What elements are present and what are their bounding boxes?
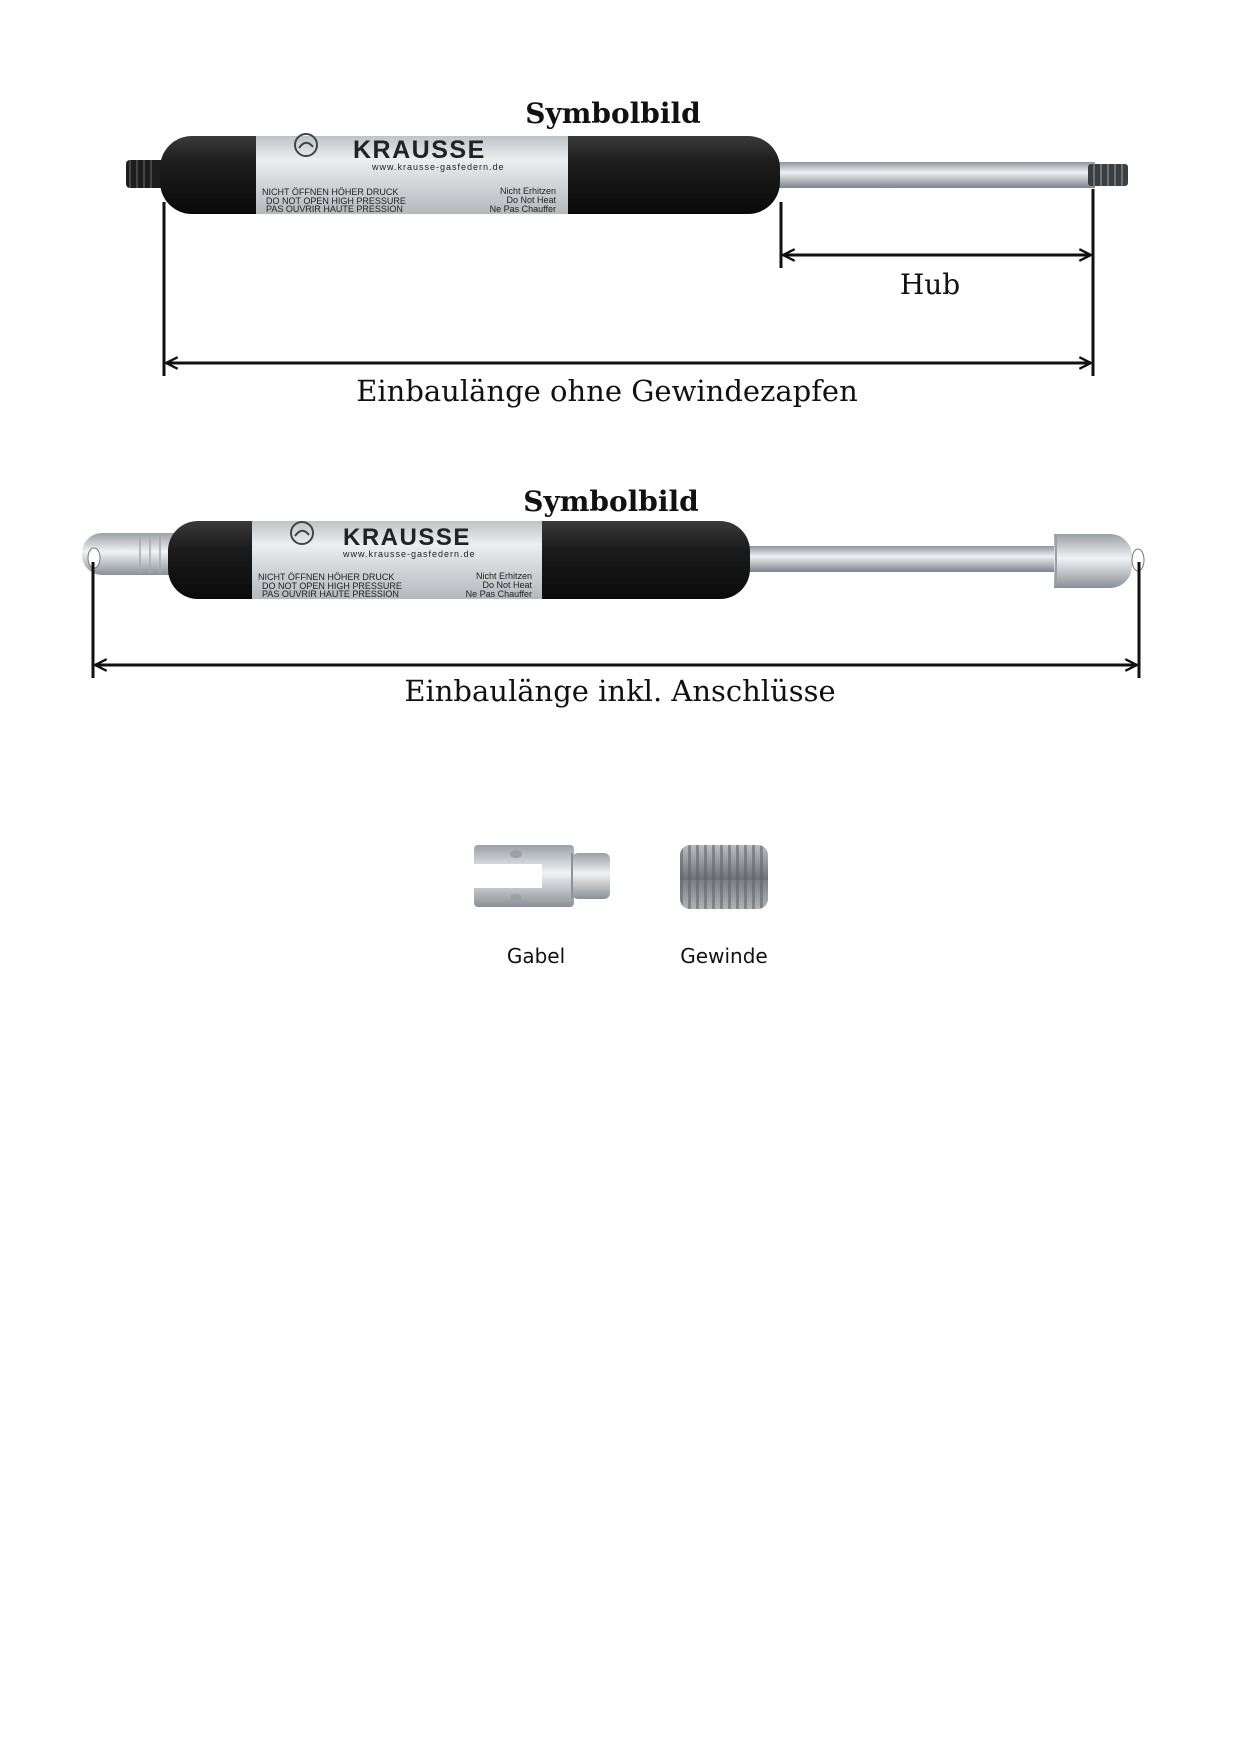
warning-right-3b: Ne Pas Chauffer bbox=[465, 589, 532, 599]
warning-right-1: Nicht Erhitzen bbox=[499, 186, 556, 196]
warning-left-1: NICHT ÖFFNEN HÖHER DRUCK bbox=[262, 187, 399, 197]
fork-label: Gabel bbox=[506, 944, 566, 968]
warning-right-2: Do Not Heat bbox=[506, 195, 556, 205]
warning-left-3: PAS OUVRIR HAUTE PRESSION bbox=[266, 204, 403, 214]
thread-icon bbox=[680, 845, 768, 909]
figure-gas-spring-forks bbox=[82, 485, 1144, 708]
right-fork-end bbox=[1054, 534, 1144, 588]
left-fork-end bbox=[82, 533, 175, 575]
connector-fork bbox=[474, 845, 610, 968]
product-label bbox=[256, 134, 568, 214]
figure-gas-spring-threaded bbox=[126, 97, 1128, 408]
warning-left-2: DO NOT OPEN HIGH PRESSURE bbox=[266, 196, 406, 206]
piston-rod bbox=[775, 162, 1095, 188]
brand-name-2: KRAUSSE bbox=[343, 524, 471, 551]
stroke-dimension bbox=[781, 189, 1093, 268]
stroke-label: Hub bbox=[899, 268, 961, 301]
fork-icon bbox=[474, 845, 610, 907]
right-thread-stub bbox=[1088, 164, 1128, 186]
warning-right-3: Ne Pas Chauffer bbox=[489, 204, 556, 214]
brand-name: KRAUSSE bbox=[353, 136, 486, 164]
product-label-2 bbox=[252, 521, 542, 599]
length-label-1: Einbaulänge ohne Gewindezapfen bbox=[356, 374, 858, 408]
piston-rod-2 bbox=[745, 546, 1060, 572]
brand-url: www.krausse-gasfedern.de bbox=[372, 162, 505, 172]
length-label-2: Einbaulänge inkl. Anschlüsse bbox=[404, 674, 836, 708]
warning-right-1b: Nicht Erhitzen bbox=[475, 571, 532, 581]
brand-url-2: www.krausse-gasfedern.de bbox=[343, 549, 476, 559]
connector-thread bbox=[680, 845, 768, 968]
warning-left-3b: PAS OUVRIR HAUTE PRESSION bbox=[262, 589, 399, 599]
figure1-title: Symbolbild bbox=[525, 97, 701, 130]
figure2-title: Symbolbild bbox=[523, 485, 699, 518]
thread-label: Gewinde bbox=[680, 944, 768, 968]
warning-left-2b: DO NOT OPEN HIGH PRESSURE bbox=[262, 581, 402, 591]
warning-right-2b: Do Not Heat bbox=[482, 580, 532, 590]
warning-left-1b: NICHT ÖFFNEN HÖHER DRUCK bbox=[258, 572, 395, 582]
